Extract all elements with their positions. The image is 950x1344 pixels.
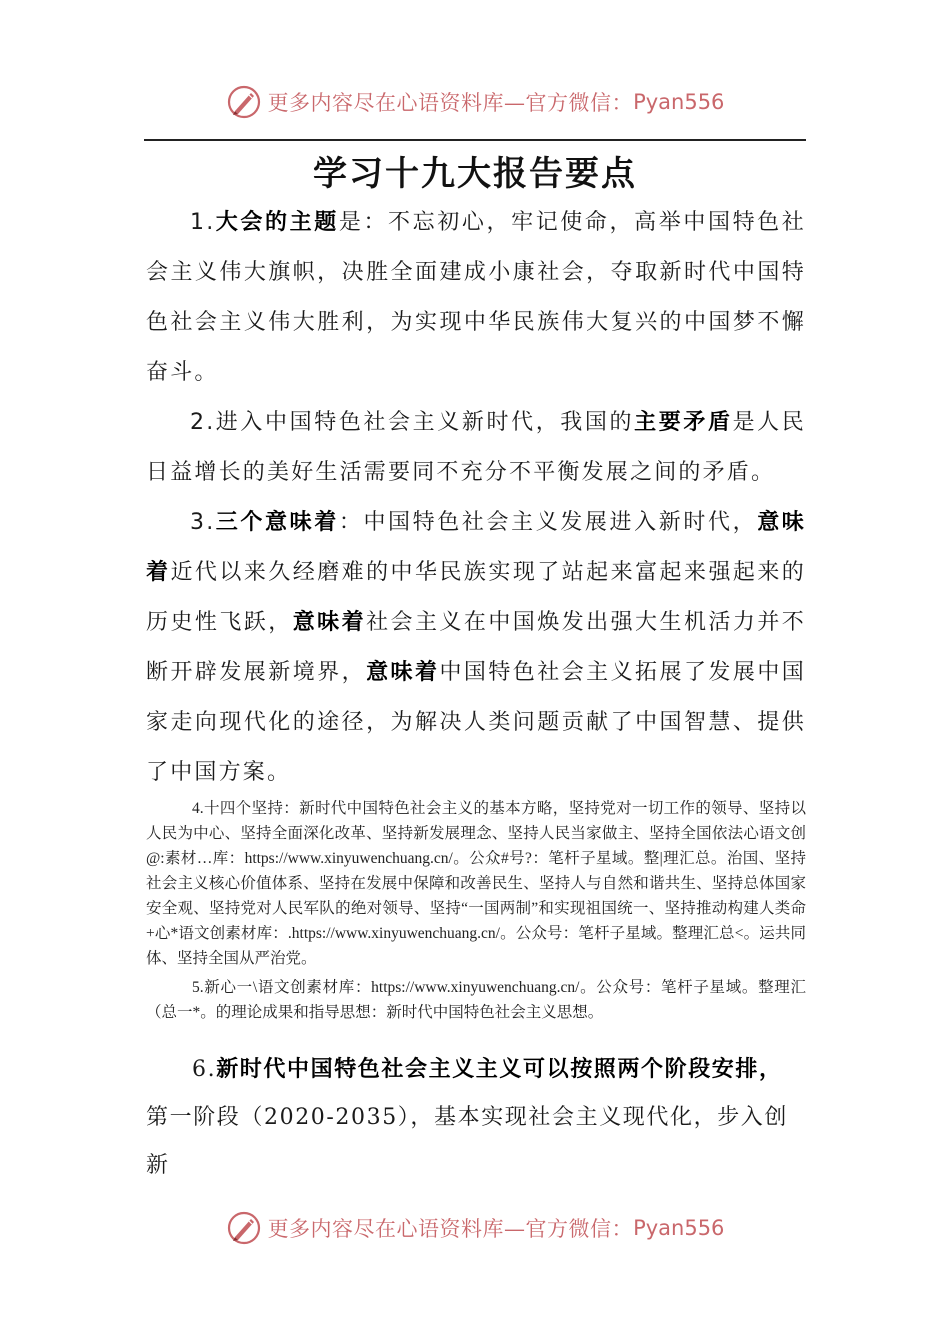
paragraph-4: 4.十四个坚持：新时代中国特色社会主义的基本方略，坚持党对一切工作的领导、坚持以人民为中心、坚持全面深化改革、坚持新发展理念、坚持人民当家做主、坚持全国依法心语文创@:素材…库：https://www.xinyuwenchuang.cn/。公众#号?：笔杆子星域。整|理汇总。治国、坚持社会主义核心价值体系、坚持在发展中保障和改善民生、坚持人与自然和谐共生、坚持总体国家安全观、坚持党对人民军队的绝对领导、坚持“一国两制”和实现祖国统一、坚持推动构建人类命+心*语文创素材库：.https://www.xinyuwenchuang.cn/。公众号：笔杆子星域。整理汇总<。运共同体、坚持全国从严治党。 [146, 800, 806, 967]
banner-wechat-id: Pyan556 [633, 90, 725, 114]
paragraph-number: 2. [190, 410, 216, 435]
paragraph-text: 是：不忘初心，牢记使命，高举中国特色社会主义伟大旗帜，决胜全面建成小康社会，夺取新时代中国特色社会主义伟大胜利，为实现中华民族伟大复兴的中国梦不懈奋斗。 [146, 210, 806, 385]
header-banner [0, 82, 950, 122]
small-print [146, 796, 806, 1025]
paragraph-5: 5.新心一\语文创素材库：https://www.xinyuwenchuang.cn/。公众号：笔杆子星域。整理汇（总一*。的理论成果和指导思想：新时代中国特色社会主义思想。 [146, 979, 806, 1021]
bold-term: 新时代中国特色社会主义主义可以按照两个阶段安排， [216, 1057, 783, 1082]
paragraph-text: 是人民日益增长的美好生活需要同不充分不平衡发展之间的矛盾。 [146, 410, 806, 485]
paragraph-2 [146, 398, 806, 498]
header-divider [144, 139, 806, 141]
bold-term: 意味着 [366, 660, 440, 685]
footer-banner [0, 1208, 950, 1248]
paragraph-text: 中国特色社会主义拓展了发展中国家走向现代化的途径，为解决人类问题贡献了中国智慧、提供了中国方案。 [146, 660, 806, 785]
paragraph-6 [146, 1046, 806, 1190]
paragraph-text: 近代以来久经磨难的中华民族实现了站起来富起来强起来的历史性飞跃， [146, 560, 807, 635]
main-text [146, 198, 806, 798]
pen-logo-icon [226, 84, 262, 120]
paragraph-text: 社会主义在中国焕发出强大生机活力并不断开辟发展新境界， [146, 610, 806, 685]
paragraph-text: 第一阶段（2020-2035），基本实现社会主义现代化，步入创新 [146, 1105, 789, 1178]
page-title: 学习十九大报告要点 [313, 154, 637, 194]
paragraph-6-block [146, 1046, 806, 1190]
bold-term: 意味着 [292, 610, 367, 635]
paragraph-text: ：中国特色社会主义发展进入新时代， [338, 510, 758, 535]
pen-logo-icon [226, 1210, 262, 1246]
banner-wechat-id: Pyan556 [633, 1216, 725, 1240]
paragraph-number: 1. [190, 210, 216, 235]
bold-term: 意味着 [146, 510, 806, 585]
bold-term: 大会的主题 [215, 210, 339, 235]
paragraph-number: 3. [190, 510, 216, 535]
paragraph-1 [146, 198, 806, 398]
bold-term: 主要矛盾 [634, 410, 733, 435]
paragraph-number: 6. [192, 1057, 217, 1082]
paragraph-text: 进入中国特色社会主义新时代，我国的 [215, 410, 635, 435]
bold-term: 三个意味着 [215, 510, 339, 535]
paragraph-3 [146, 498, 806, 798]
banner-text: 更多内容尽在心语资料库—官方微信： [267, 1217, 634, 1241]
banner-text: 更多内容尽在心语资料库—官方微信： [267, 91, 634, 115]
